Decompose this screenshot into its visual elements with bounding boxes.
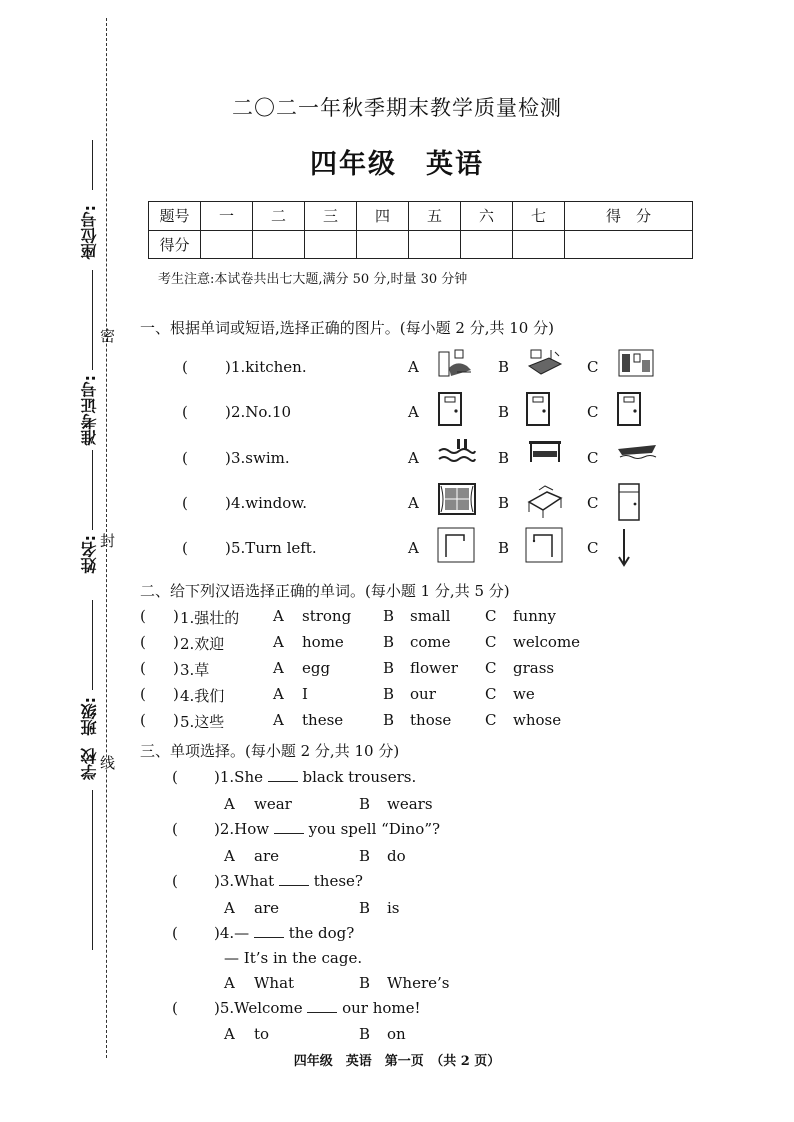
score-header-cell: 三 bbox=[305, 202, 357, 231]
option-c: grass bbox=[513, 659, 555, 677]
question-prefix: )1.She bbox=[214, 768, 268, 786]
score-cell[interactable] bbox=[305, 230, 357, 259]
option-letter: C bbox=[587, 539, 599, 557]
score-header-cell: 四 bbox=[357, 202, 409, 231]
answer-paren-close: ) bbox=[173, 685, 179, 703]
exam-title: 二〇二一年秋季期末教学质量检测 bbox=[232, 96, 562, 120]
dialogue-answer: — It’s in the cage. bbox=[224, 949, 363, 967]
answer-paren-close: ) bbox=[173, 711, 179, 729]
question-prefix: )2.How bbox=[214, 820, 274, 838]
answer-paren[interactable]: ( bbox=[140, 685, 146, 703]
question-text-close: ) bbox=[225, 403, 231, 421]
option-b: wears bbox=[387, 795, 433, 813]
option-letter: A bbox=[408, 403, 419, 421]
section3-heading: 三、单项选择。(每小题 2 分,共 10 分) bbox=[140, 742, 400, 760]
answer-paren[interactable]: ( bbox=[172, 820, 178, 838]
option-letter: C bbox=[587, 449, 599, 467]
score-header-cell: 五 bbox=[409, 202, 461, 231]
window-icon[interactable] bbox=[437, 482, 477, 520]
school-blank[interactable] bbox=[92, 790, 93, 950]
door-icon[interactable] bbox=[616, 391, 642, 431]
answer-paren[interactable]: ( bbox=[140, 607, 146, 625]
score-cell[interactable] bbox=[565, 230, 693, 259]
option-letter: C bbox=[485, 711, 497, 729]
question-text-close: ) bbox=[225, 539, 231, 557]
option-b: those bbox=[410, 711, 452, 729]
boat-icon[interactable] bbox=[616, 437, 658, 465]
score-header-cell: 六 bbox=[461, 202, 513, 231]
option-letter: C bbox=[587, 494, 599, 512]
bedroom-icon[interactable] bbox=[525, 346, 565, 384]
section1-heading: 一、根据单词或短语,选择正确的图片。(每小题 2 分,共 10 分) bbox=[140, 319, 554, 337]
fill-blank[interactable] bbox=[279, 885, 309, 886]
door-icon[interactable] bbox=[525, 391, 551, 431]
answer-paren[interactable]: ( bbox=[172, 768, 178, 786]
chinese-word: 2.欢迎 bbox=[180, 635, 225, 653]
option-a: egg bbox=[302, 659, 331, 677]
question-suffix: the dog? bbox=[283, 924, 355, 942]
option-letter: B bbox=[359, 847, 371, 865]
answer-paren[interactable]: ( bbox=[172, 872, 178, 890]
option-letter: A bbox=[273, 659, 284, 677]
question-prefix: )5.Welcome bbox=[214, 999, 308, 1017]
answer-paren-close: ) bbox=[173, 607, 179, 625]
option-letter: A bbox=[273, 685, 284, 703]
option-b: come bbox=[410, 633, 451, 651]
score-table bbox=[148, 201, 693, 259]
answer-paren-open[interactable]: ( bbox=[182, 449, 188, 467]
option-letter: B bbox=[383, 659, 395, 677]
option-letter: A bbox=[273, 633, 284, 651]
option-a: I bbox=[302, 685, 308, 703]
option-b: small bbox=[410, 607, 451, 625]
fill-blank[interactable] bbox=[307, 1012, 337, 1013]
option-b: Where’s bbox=[387, 974, 450, 992]
option-letter: A bbox=[408, 539, 419, 557]
option-letter: B bbox=[498, 358, 510, 376]
question-text: 5.Turn left. bbox=[231, 539, 317, 557]
option-b: do bbox=[387, 847, 406, 865]
option-letter: A bbox=[408, 358, 419, 376]
down-arrow-icon[interactable] bbox=[616, 527, 632, 571]
answer-paren-open[interactable]: ( bbox=[182, 539, 188, 557]
option-letter: B bbox=[383, 633, 395, 651]
fill-blank[interactable] bbox=[268, 781, 298, 782]
answer-paren[interactable]: ( bbox=[140, 711, 146, 729]
score-header-cell: 得 分 bbox=[565, 202, 693, 231]
option-b: is bbox=[387, 899, 400, 917]
chinese-word: 5.这些 bbox=[180, 713, 225, 731]
score-header-cell: 一 bbox=[201, 202, 253, 231]
option-letter: B bbox=[359, 899, 371, 917]
question-text-close: ) bbox=[225, 449, 231, 467]
option-letter: B bbox=[359, 795, 371, 813]
answer-paren-open[interactable]: ( bbox=[182, 494, 188, 512]
seat-number-label: 座位号: bbox=[80, 205, 99, 260]
score-header-cell: 七 bbox=[513, 202, 565, 231]
class-blank[interactable] bbox=[92, 600, 93, 690]
exam-subject: 四年级 英语 bbox=[310, 149, 484, 180]
question-text: 4.window. bbox=[231, 494, 308, 512]
chinese-word: 3.草 bbox=[180, 661, 210, 679]
option-a: What bbox=[254, 974, 295, 992]
ticket-number-label: 准考证号: bbox=[80, 375, 99, 446]
option-a: to bbox=[254, 1025, 270, 1043]
score-header-cell: 二 bbox=[253, 202, 305, 231]
question-text: 1.kitchen. bbox=[231, 358, 307, 376]
section2-heading: 二、给下列汉语选择正确的单词。(每小题 1 分,共 5 分) bbox=[140, 582, 510, 600]
option-letter: B bbox=[498, 494, 510, 512]
exam-notice: 考生注意:本试卷共出七大题,满分 50 分,时量 30 分钟 bbox=[158, 272, 468, 287]
option-letter: A bbox=[408, 494, 419, 512]
answer-paren[interactable]: ( bbox=[172, 999, 178, 1017]
swimming-icon[interactable] bbox=[437, 437, 477, 471]
trampoline-icon[interactable] bbox=[525, 437, 565, 471]
option-letter: A bbox=[273, 711, 284, 729]
seal-char-xian: 线 bbox=[100, 754, 116, 772]
answer-paren[interactable]: ( bbox=[140, 633, 146, 651]
option-letter: B bbox=[359, 1025, 371, 1043]
option-letter: B bbox=[498, 539, 510, 557]
name-label: 姓名: bbox=[80, 535, 99, 574]
option-letter: B bbox=[359, 974, 371, 992]
turn-right-arrow-icon[interactable] bbox=[437, 527, 475, 567]
option-letter: B bbox=[383, 685, 395, 703]
option-letter: C bbox=[587, 403, 599, 421]
option-letter: A bbox=[224, 899, 235, 917]
score-cell[interactable] bbox=[513, 230, 565, 259]
seal-char-mi: 密 bbox=[100, 327, 116, 345]
question-text-close: ) bbox=[225, 358, 231, 376]
option-letter: A bbox=[224, 974, 235, 992]
answer-paren[interactable]: ( bbox=[172, 924, 178, 942]
option-letter: A bbox=[224, 847, 235, 865]
question-text: 2.No.10 bbox=[231, 403, 292, 421]
option-letter: C bbox=[485, 685, 497, 703]
option-letter: C bbox=[485, 659, 497, 677]
option-c: welcome bbox=[513, 633, 581, 651]
option-letter: C bbox=[485, 607, 497, 625]
question-line bbox=[214, 924, 354, 942]
turn-left-arrow-icon[interactable] bbox=[525, 527, 563, 567]
option-b: our bbox=[410, 685, 436, 703]
option-letter: C bbox=[485, 633, 497, 651]
question-prefix: )4.— bbox=[214, 924, 254, 942]
option-letter: B bbox=[383, 711, 395, 729]
option-letter: A bbox=[224, 1025, 235, 1043]
question-text: 3.swim. bbox=[231, 449, 290, 467]
score-cell[interactable] bbox=[253, 230, 305, 259]
cabinet-icon[interactable] bbox=[616, 482, 642, 526]
question-prefix: )3.What bbox=[214, 872, 279, 890]
score-cell[interactable] bbox=[201, 230, 253, 259]
fill-blank[interactable] bbox=[254, 937, 284, 938]
option-c: whose bbox=[513, 711, 562, 729]
option-letter: A bbox=[224, 795, 235, 813]
question-suffix: our home! bbox=[337, 999, 421, 1017]
option-letter: B bbox=[383, 607, 395, 625]
question-line bbox=[214, 999, 421, 1017]
door-icon[interactable] bbox=[437, 391, 463, 431]
option-b: on bbox=[387, 1025, 406, 1043]
option-a: home bbox=[302, 633, 344, 651]
name-blank[interactable] bbox=[92, 450, 93, 530]
ticket-number-blank[interactable] bbox=[92, 270, 93, 370]
score-header-cell: 题号 bbox=[149, 202, 201, 231]
living-room-icon[interactable] bbox=[437, 346, 475, 384]
answer-paren-open[interactable]: ( bbox=[182, 403, 188, 421]
score-cell[interactable] bbox=[409, 230, 461, 259]
chinese-word: 1.强壮的 bbox=[180, 609, 240, 627]
score-cell[interactable] bbox=[461, 230, 513, 259]
answer-paren-close: ) bbox=[173, 659, 179, 677]
question-line bbox=[214, 768, 416, 786]
bed-icon[interactable] bbox=[525, 482, 565, 524]
option-a: these bbox=[302, 711, 344, 729]
score-row-label: 得分 bbox=[149, 230, 201, 259]
option-c: funny bbox=[513, 607, 557, 625]
option-letter: A bbox=[408, 449, 419, 467]
answer-paren-open[interactable]: ( bbox=[182, 358, 188, 376]
option-a: strong bbox=[302, 607, 352, 625]
score-cell[interactable] bbox=[357, 230, 409, 259]
chinese-word: 4.我们 bbox=[180, 687, 225, 705]
question-line bbox=[214, 872, 363, 890]
answer-paren-close: ) bbox=[173, 633, 179, 651]
option-letter: C bbox=[587, 358, 599, 376]
answer-paren[interactable]: ( bbox=[140, 659, 146, 677]
question-suffix: you spell “Dino”? bbox=[303, 820, 441, 838]
question-suffix: these? bbox=[308, 872, 363, 890]
option-b: flower bbox=[410, 659, 458, 677]
question-text-close: ) bbox=[225, 494, 231, 512]
class-label: 班级: bbox=[80, 697, 99, 736]
option-letter: B bbox=[498, 449, 510, 467]
option-letter: B bbox=[498, 403, 510, 421]
option-letter: A bbox=[273, 607, 284, 625]
seal-char-feng: 封 bbox=[100, 532, 116, 550]
question-line bbox=[214, 820, 440, 838]
question-suffix: black trousers. bbox=[297, 768, 417, 786]
school-label: 学校 bbox=[80, 748, 99, 780]
option-c: we bbox=[513, 685, 535, 703]
option-a: wear bbox=[254, 795, 292, 813]
kitchen-icon[interactable] bbox=[616, 346, 656, 384]
option-a: are bbox=[254, 899, 279, 917]
option-a: are bbox=[254, 847, 279, 865]
page-footer: 四年级 英语 第一页 （共 2 页） bbox=[293, 1054, 501, 1069]
fill-blank[interactable] bbox=[274, 833, 304, 834]
